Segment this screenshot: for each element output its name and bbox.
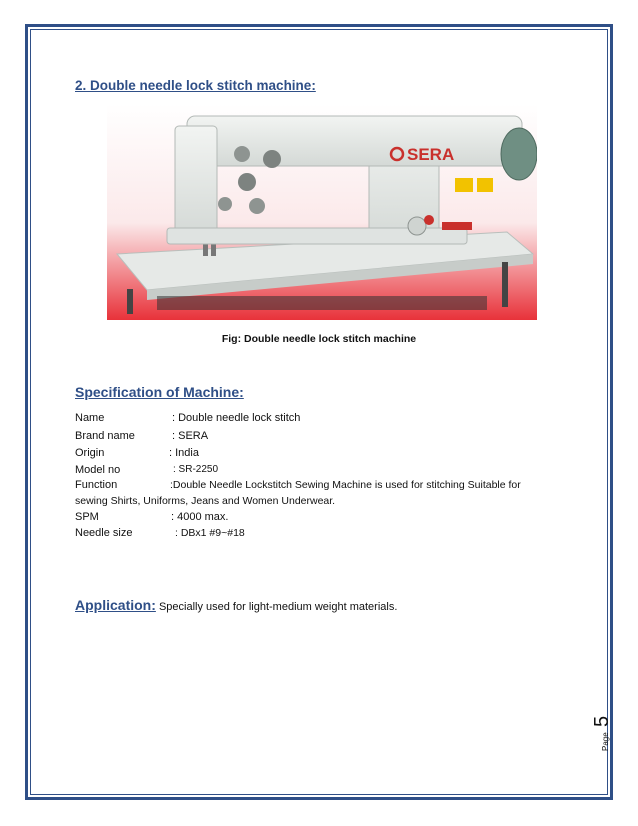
application-line [75,597,397,613]
page-number [588,705,618,755]
spec-label: Origin [75,447,105,459]
spec-value: :Double Needle Lockstitch Sewing Machine is used for stitching Suitable for [170,479,521,491]
spec-label: Needle size [75,527,133,539]
page-digit: 5 [591,715,613,727]
application-label: Application: [75,597,156,613]
spec-label: Name [75,412,105,424]
spec-label: SPM [75,511,99,523]
section-title: 2. Double needle lock stitch machine: [75,78,316,93]
spec-label: Function [75,479,118,491]
application-text: Specially used for light-medium weight materials. [155,601,398,613]
spec-value: : SR-2250 [173,464,219,475]
sewing-machine-photo [107,104,537,320]
page-word: Page [601,732,610,751]
spec-label: Brand name [75,430,135,442]
spec-value: : India [169,447,199,459]
spec-value: : 4000 max. [171,511,229,523]
spec-label: Model no [75,464,121,476]
specification-title: Specification of Machine: [75,384,244,400]
spec-value: : SERA [172,430,209,442]
brand-logo: SERA [407,145,455,164]
spec-function-continuation: sewing Shirts, Uniforms, Jeans and Women Underwear. [75,495,336,507]
spec-value: : Double needle lock stitch [172,412,301,424]
spec-value: : DBx1 #9~#18 [175,527,245,539]
figure-caption: Fig: Double needle lock stitch machine [221,333,417,345]
